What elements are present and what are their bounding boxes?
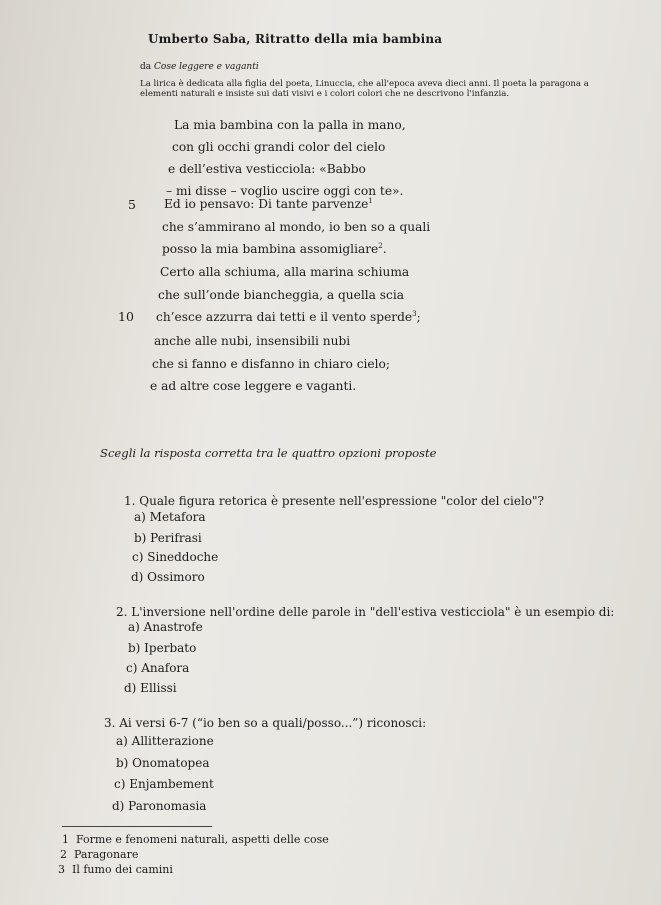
poem-line: e ad altre cose leggere e vaganti.	[150, 379, 357, 393]
poem-line: con gli occhi grandi color del cielo	[172, 140, 386, 154]
source-prefix: da	[140, 62, 152, 72]
footnote-divider	[62, 826, 212, 827]
option-2d[interactable]: d) Ellissi	[124, 681, 177, 695]
footnote-3: 3 Il fumo dei camini	[58, 863, 173, 876]
poem-line: Certo alla schiuma, alla marina schiuma	[160, 265, 410, 279]
instructions: Scegli la risposta corretta tra le quattro opzioni proposte	[100, 446, 437, 460]
poem-line: anche alle nubi, insensibili nubi	[154, 334, 351, 348]
option-3a[interactable]: a) Allitterazione	[116, 734, 214, 748]
poem-line: ch’esce azzurra dai tetti e il vento sperde$^3$;	[156, 310, 421, 324]
poem-line: che s’ammirano al mondo, io ben so a quali	[162, 220, 431, 234]
source-work: Cose leggere e vaganti	[154, 62, 259, 72]
line-number: 5	[128, 197, 136, 212]
poem-line: La mia bambina con la palla in mano,	[174, 118, 406, 132]
question-3: 3. Ai versi 6-7 (“io ben so a quali/posso...”) riconosci:	[104, 716, 427, 730]
footnote-2: 2 Paragonare	[60, 848, 139, 861]
poem-line: che si fanno e disfanno in chiaro cielo;	[152, 357, 390, 371]
option-3b[interactable]: b) Onomatopea	[116, 756, 210, 770]
option-2a[interactable]: a) Anastrofe	[128, 620, 203, 634]
option-3d[interactable]: d) Paronomasia	[112, 799, 207, 813]
question-1: 1. Quale figura retorica è presente nell'espressione "color del cielo"?	[124, 494, 544, 508]
poem-line: che sull’onde biancheggia, a quella scia	[158, 288, 405, 302]
footnote-ref: 1	[368, 197, 373, 205]
option-1a[interactable]: a) Metafora	[134, 510, 206, 524]
intro-text: La lirica è dedicata alla figlia del poeta, Linuccia, che all'epoca aveva dieci anni. Il poeta la paragona a elementi naturali e insiste sui dati visivi e i colori colori che ne descrivono l'infanzia.	[140, 79, 589, 99]
option-3c[interactable]: c) Enjambement	[114, 777, 214, 791]
option-2c[interactable]: c) Anafora	[126, 661, 190, 675]
footnote-ref: 3	[412, 310, 417, 318]
question-2: 2. L'inversione nell'ordine delle parole in "dell'estiva vesticciola" è un esempio di:	[116, 605, 615, 619]
source-line	[140, 62, 259, 72]
option-1c[interactable]: c) Sineddoche	[132, 550, 219, 564]
poem-line: Ed io pensavo: Di tante parvenze$^1$	[164, 197, 373, 211]
option-2b[interactable]: b) Iperbato	[128, 641, 197, 655]
option-1d[interactable]: d) Ossimoro	[131, 570, 205, 584]
page-title: Umberto Saba, Ritratto della mia bambina	[148, 32, 443, 46]
footnote-1: 1 Forme e fenomeni naturali, aspetti delle cose	[62, 833, 329, 846]
poem-line: e dell’estiva vesticciola: «Babbo	[168, 162, 366, 176]
line-number: 10	[118, 309, 134, 324]
footnote-ref: 2	[378, 242, 383, 250]
option-1b[interactable]: b) Perifrasi	[134, 531, 202, 545]
poem-line: posso la mia bambina assomigliare$^2$.	[162, 242, 387, 256]
poem-line: – mi disse – voglio uscire oggi con te».	[166, 184, 404, 198]
